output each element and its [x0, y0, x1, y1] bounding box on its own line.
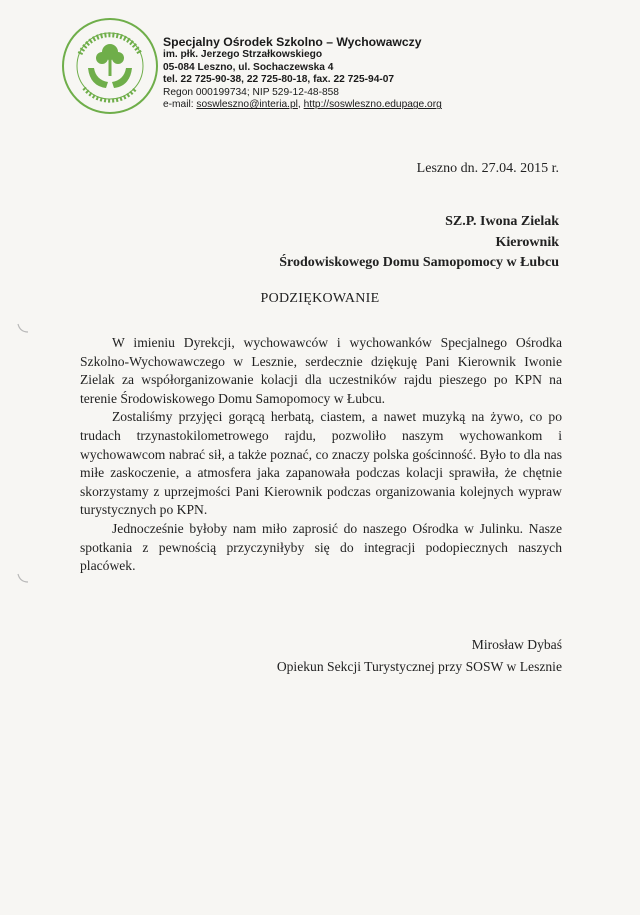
institution-address: 05-084 Leszno, ul. Sochaczewska 4: [163, 61, 334, 73]
punch-hole-mark-icon: [16, 572, 30, 584]
institution-phones: tel. 22 725-90-38, 22 725-80-18, fax. 22 725-94-07: [163, 74, 395, 86]
letterhead: [163, 35, 623, 112]
signature-name: Mirosław Dybaś: [471, 637, 562, 652]
recipient-organization: Środowiskowego Domu Samopomocy w Łubcu: [279, 255, 559, 270]
place-date: Leszno dn. 27.04. 2015 r.: [416, 161, 559, 176]
recipient-block: [179, 212, 559, 274]
paragraph: Jednocześnie byłoby nam miło zaprosić do naszego Ośrodka w Julinku. Nasze spotkania z pewnością przyczyniłyby się do integracji podopiecznych naszych placówek.: [80, 520, 562, 574]
institution-regon-nip: Regon 000199734; NIP 529-12-48-858: [163, 86, 339, 98]
website-link[interactable]: http://soswleszno.edupage.org: [303, 99, 442, 111]
contact-separator: ,: [297, 99, 304, 111]
signature-block: [277, 634, 562, 678]
institution-patron: im. płk. Jerzego Strzałkowskiego: [163, 49, 323, 60]
recipient-name: SZ.P. Iwona Zielak: [445, 214, 559, 229]
paragraph: Zostaliśmy przyjęci gorącą herbatą, ciastem, a nawet muzyką na żywo, co po trudach trzynastokilometrowego rajdu, pozwoliło naszym wychowankom i wychowawcom nabrać sił, a także poznać, co znaczy polska gościnność. Było to dla nas miłe zaskoczenie, a atmosfera jaka zapanowała podczas kolacji sprawiła, że chętnie skorzystamy z uprzejmości Pani Kierownik podczas organizowania kolejnych wypraw turystycznych po KPN.: [80, 409, 562, 518]
punch-hole-mark-icon: [16, 322, 30, 334]
institution-name: Specjalny Ośrodek Szkolno – Wychowawczy: [163, 35, 422, 49]
email-link[interactable]: soswleszno@interia.pl: [196, 99, 298, 111]
hands-and-tree-seal-icon: [60, 16, 160, 116]
paragraph: W imieniu Dyrekcji, wychowawców i wychowanków Specjalnego Ośrodka Szkolno-Wychowawczego w Lesznie, serdecznie dziękuję Pani Kierownik Iwonie Zielak za współorganizowanie kolacji dla uczestników rajdu pieszego po KPN na terenie Środowiskowego Domu Samopomocy w Łubcu.: [80, 335, 562, 406]
email-label: e-mail:: [163, 99, 197, 111]
letter-body: [80, 334, 562, 576]
letter-title: PODZIĘKOWANIE: [260, 291, 380, 306]
signature-role: Opiekun Sekcji Turystycznej przy SOSW w Lesznie: [276, 659, 562, 674]
recipient-role: Kierownik: [495, 234, 559, 250]
institution-contact: [163, 99, 623, 112]
